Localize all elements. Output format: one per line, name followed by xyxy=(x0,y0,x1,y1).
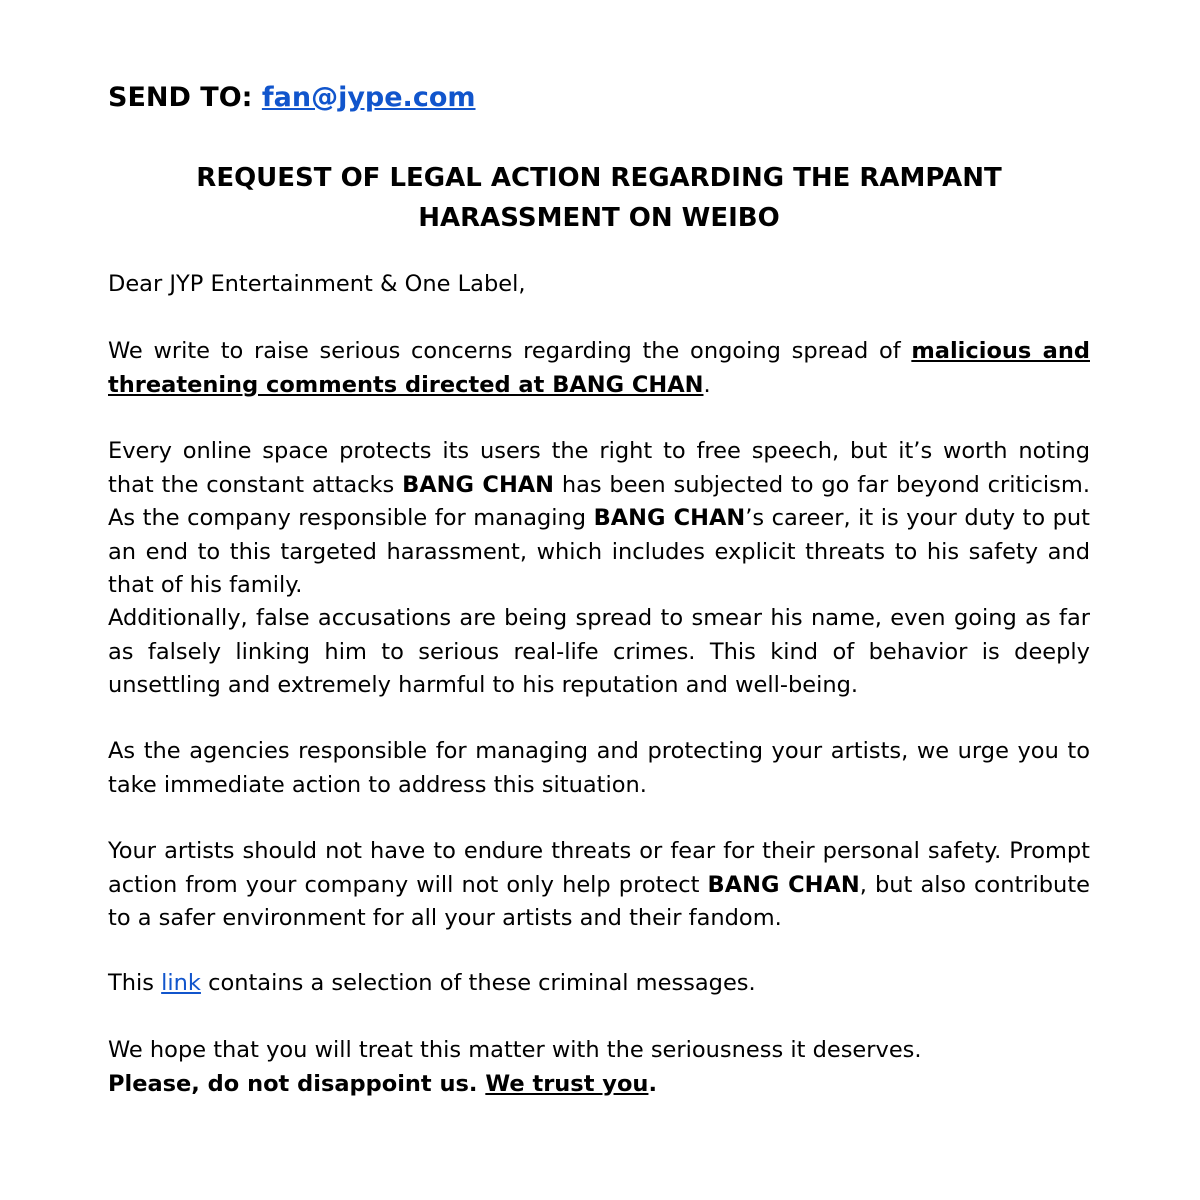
paragraph-artist-safety-text-a: Your artists should not have to endure threats or fear for their personal safety. Prompt action from your company will not only help protect xyxy=(108,838,1090,898)
send-to-email-link[interactable]: fan@jype.com xyxy=(261,82,476,113)
paragraph-free-speech-text-b: has been subjected to go far beyond criticism. As the company responsible for managing xyxy=(108,471,1090,531)
paragraph-evidence-link xyxy=(108,967,1090,1001)
paragraph-evidence-text-a: This xyxy=(108,970,162,996)
closing-we-trust-you: We trust you xyxy=(485,1070,649,1097)
closing-period: . xyxy=(648,1070,657,1097)
evidence-link[interactable]: link xyxy=(161,970,201,996)
paragraph-artist-safety-text-b: , but also contribute to a safer environment for all your artists and their fandom. xyxy=(108,871,1090,931)
letter-title xyxy=(108,158,1090,238)
artist-name: BANG CHAN xyxy=(402,471,555,498)
closing-do-not-disappoint: Please, do not disappoint us. xyxy=(108,1070,486,1097)
closing-trust-line xyxy=(108,1068,1090,1102)
paragraph-free-speech-text-c: ’s career, it is your duty to put an end to this targeted harassment, which includes explicit threats to his safety and that of his family. xyxy=(108,505,1090,598)
paragraph-concerns xyxy=(108,335,1090,402)
paragraph-false-accusations: Additionally, false accusations are being spread to smear his name, even going as far as falsely linking him to serious real-life crimes. This kind of behavior is deeply unsettling and extremely harmful to his reputation and well-being. xyxy=(108,605,1090,698)
greeting: Dear JYP Entertainment & One Label, xyxy=(108,271,526,297)
letter-title-line-1: REQUEST OF LEGAL ACTION REGARDING THE RAMPANT xyxy=(196,163,1002,193)
paragraph-free-speech-text-a: Every online space protects its users the right to free speech, but it’s worth noting that the constant attacks xyxy=(108,438,1090,498)
artist-name: BANG CHAN xyxy=(593,505,746,531)
letter-title-line-2: HARASSMENT ON WEIBO xyxy=(418,203,780,233)
emphasis-malicious-comments: malicious and threatening comments directed at BANG CHAN xyxy=(108,338,1090,398)
paragraph-free-speech xyxy=(108,435,1090,603)
artist-name: BANG CHAN xyxy=(707,871,860,898)
paragraph-concerns-text: We write to raise serious concerns regarding the ongoing spread of xyxy=(108,338,912,364)
paragraph-urge-action: As the agencies responsible for managing and protecting your artists, we urge you to take immediate action to address this situation. xyxy=(108,738,1090,798)
send-to-line xyxy=(108,78,476,118)
send-to-label: SEND TO: xyxy=(108,82,253,113)
paragraph-artist-safety xyxy=(108,835,1090,936)
paragraph-closing xyxy=(108,1034,1090,1101)
paragraph-concerns-end: . xyxy=(703,371,711,398)
closing-hope-line: We hope that you will treat this matter with the seriousness it deserves. xyxy=(108,1037,922,1063)
paragraph-evidence-text-b: contains a selection of these criminal messages. xyxy=(200,970,756,996)
